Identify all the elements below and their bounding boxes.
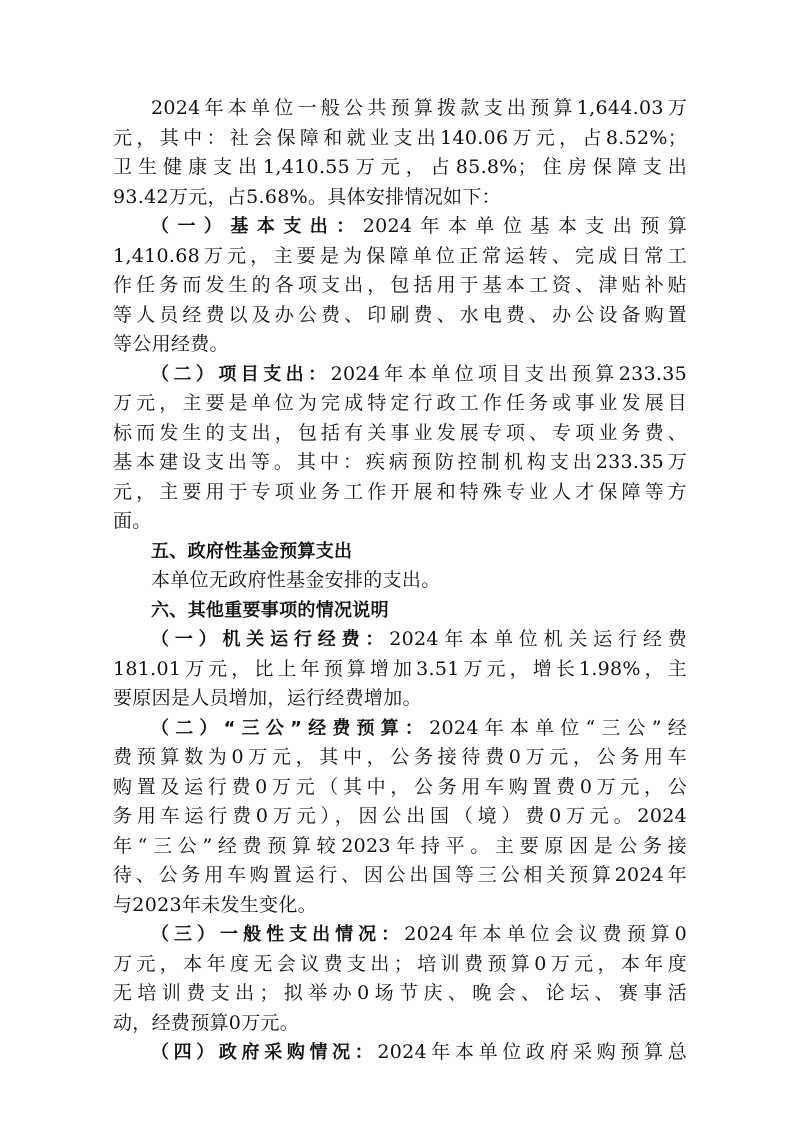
general-expense-heading: （三）一般性支出情况： [151, 924, 405, 945]
three-public-line: 费预算数为0万元，其中，公务接待费0万元，公务用车 [113, 746, 687, 768]
section-heading-6-text: 六、其他重要事项的情况说明 [151, 599, 389, 621]
three-public-heading: （二）“三公”经费预算： [151, 717, 430, 739]
basic-expense-text: 2024年本单位基本支出预算 [362, 215, 687, 237]
section-heading-5 [113, 537, 687, 567]
general-expense-text: 2024年本单位会议费预算0 [404, 923, 687, 945]
three-public-line: 务用车运行费0万元），因公出国（境）费0万元。2024 [113, 805, 687, 827]
project-expense-text: 2024年本单位项目支出预算233.35 [330, 362, 687, 385]
project-expense-line [113, 360, 687, 390]
project-expense-line: 元，主要用于专项业务工作开展和特殊专业人才保障等方 [113, 480, 687, 503]
three-public-line: 待、公务用车购置运行、因公出国等三公相关预算2024年 [113, 864, 687, 886]
section-heading-6 [113, 596, 687, 626]
procurement-heading: （四）政府采购情况： [151, 1042, 378, 1063]
three-public-line: 购置及运行费0万元（其中，公务用车购置费0万元，公 [113, 775, 687, 798]
general-expense-line: 无培训费支出；拟举办0场节庆、晚会、论坛、赛事活 [113, 982, 687, 1004]
three-public-text: 2024年本单位“三公”经 [429, 716, 687, 739]
basic-expense-line: 作任务而发生的各项支出，包括用于基本工资、津贴补贴 [113, 274, 687, 296]
project-expense-line: 面。 [113, 510, 152, 532]
general-expense-line [113, 920, 687, 950]
basic-expense-line: 等人员经费以及办公费、印刷费、水电费、办公设备购置 [113, 303, 687, 326]
section-heading-5-text: 五、政府性基金预算支出 [151, 540, 353, 562]
project-expense-line: 万元，主要是单位为完成特定行政工作任务或事业发展目 [113, 392, 687, 414]
operating-cost-line: 181.01万元，比上年预算增加3.51万元，增长1.98%，主 [113, 657, 687, 680]
operating-cost-line: 要原因是人员增加，运行经费增加。 [113, 687, 422, 709]
general-expense-line: 动，经费预算0万元。 [113, 1011, 300, 1034]
basic-expense-heading: （一）基本支出： [151, 216, 363, 237]
project-expense-heading: （二）项目支出： [151, 363, 331, 385]
paragraph-budget-line: 卫生健康支出1,410.55万元，占85.8%；住房保障支出 [113, 156, 687, 178]
paragraph-budget-line: 2024年本单位一般公共预算拨款支出预算1,644.03万 [151, 97, 687, 119]
three-public-line: 与2023年未发生变化。 [113, 893, 317, 916]
operating-cost-text: 2024年本单位机关运行经费 [389, 628, 687, 650]
basic-expense-line: 等公用经费。 [113, 333, 229, 355]
three-public-line: 年“三公”经费预算较2023年持平。主要原因是公务接 [113, 834, 687, 857]
operating-cost-line [113, 625, 687, 655]
basic-expense-line: 1,410.68万元，主要是为保障单位正常运转、完成日常工 [113, 244, 687, 267]
project-expense-line: 基本建设支出等。其中：疾病预防控制机构支出233.35万 [113, 451, 687, 473]
paragraph-budget-line: 元，其中：社会保障和就业支出140.06万元，占8.52%； [113, 126, 687, 149]
procurement-line [113, 1038, 687, 1068]
fund-budget-text: 本单位无政府性基金安排的支出。 [151, 569, 441, 591]
procurement-text: 2024年本单位政府采购预算总 [377, 1041, 688, 1063]
general-expense-line: 万元，本年度无会议费支出；培训费预算0万元，本年度 [113, 952, 687, 975]
operating-cost-heading: （一）机关运行经费： [151, 629, 390, 650]
paragraph-budget-line: 93.42万元，占5.68%。具体安排情况如下： [113, 185, 501, 208]
project-expense-line: 标而发生的支出，包括有关事业发展专项、专项业务费、 [113, 421, 687, 444]
basic-expense-line [113, 212, 687, 242]
three-public-line [113, 714, 687, 744]
document-page [113, 94, 687, 1068]
